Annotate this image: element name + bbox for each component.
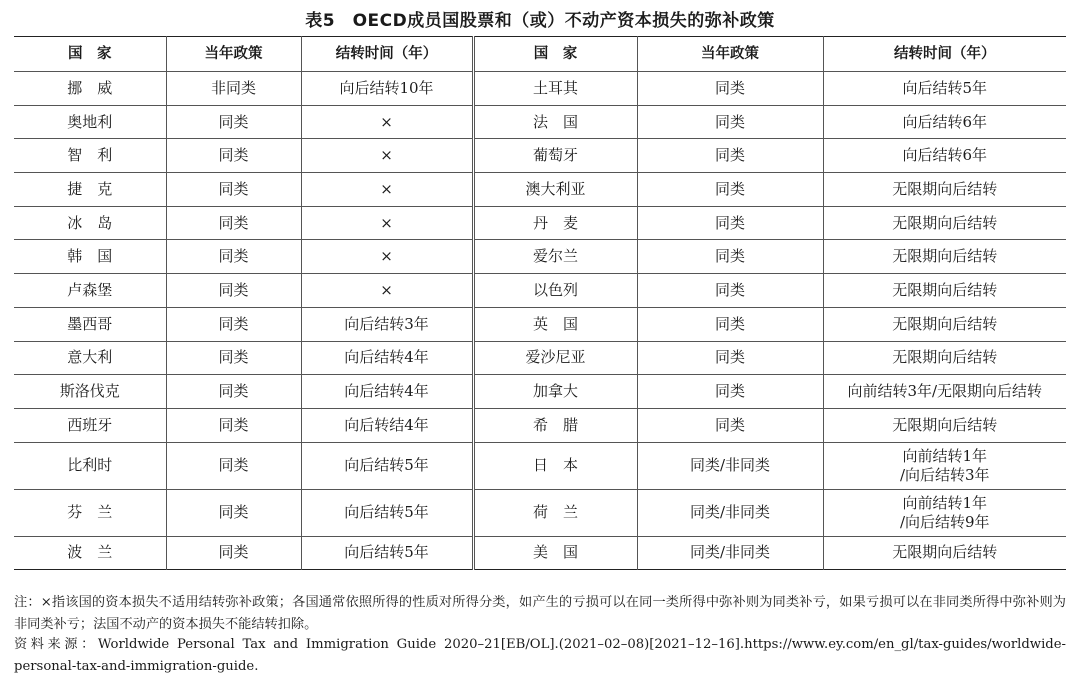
cell-country: 斯洛伐克 [14,375,166,409]
table-source: 资料来源：Worldwide Personal Tax and Immigration Guide 2020–21[EB/OL].(2021–02–08)[2021–12–16].https://www.ey.com/en_gl/tax-guides/worldwide-personal-tax-and-immigration-guide. [14,637,1066,674]
table-row [14,206,1066,240]
table-row [14,408,1066,442]
cell-current-policy: 同类 [637,105,823,139]
header-row [14,37,1066,72]
table-row [14,105,1066,139]
cell-carryover-period: 无限期向后结转 [823,408,1066,442]
cell-carryover-period: 向后结转5年 [301,442,473,489]
cell-carryover-period: × [301,240,473,274]
cell-country: 卢森堡 [14,274,166,308]
cell-carryover-period: 向后结转5年 [301,489,473,536]
table-row [14,536,1066,570]
cell-current-policy: 同类 [166,442,301,489]
cell-country: 波 兰 [14,536,166,570]
header-current-policy: 当年政策 [166,37,301,72]
cell-country: 挪 威 [14,72,166,106]
cell-country: 智 利 [14,139,166,173]
cell-current-policy: 同类 [166,375,301,409]
cell-country: 比利时 [14,442,166,489]
cell-country: 希 腊 [473,408,637,442]
cell-carryover-period: 向后结转5年 [823,72,1066,106]
cell-current-policy: 同类 [166,139,301,173]
cell-carryover-period: 向后转结4年 [301,408,473,442]
table-row [14,375,1066,409]
cell-country: 美 国 [473,536,637,570]
cell-carryover-period: 无限期向后结转 [823,274,1066,308]
cell-carryover-period: 向后结转6年 [823,139,1066,173]
cell-carryover-period: 向后结转6年 [823,105,1066,139]
cell-current-policy: 同类 [637,72,823,106]
cell-carryover-period: 无限期向后结转 [823,307,1066,341]
cell-carryover-period: 无限期向后结转 [823,206,1066,240]
cell-country: 澳大利亚 [473,173,637,207]
cell-country: 爱尔兰 [473,240,637,274]
cell-country: 韩 国 [14,240,166,274]
cell-current-policy: 同类 [166,536,301,570]
header-country: 国 家 [473,37,637,72]
cell-current-policy: 同类 [637,139,823,173]
cell-current-policy: 同类 [166,105,301,139]
cell-country: 爱沙尼亚 [473,341,637,375]
table-title: 表5 OECD成员国股票和（或）不动产资本损失的弥补政策 [305,11,775,31]
cell-country: 葡萄牙 [473,139,637,173]
cell-country: 日 本 [473,442,637,489]
cell-carryover-period: × [301,139,473,173]
cell-country: 西班牙 [14,408,166,442]
cell-carryover-period: 向后结转3年 [301,307,473,341]
cell-country: 意大利 [14,341,166,375]
table-row [14,489,1066,536]
table-row [14,72,1066,106]
cell-carryover-period: 向前结转1年 /向后结转9年 [823,489,1066,536]
table-row [14,139,1066,173]
header-current-policy: 当年政策 [637,37,823,72]
header-country: 国 家 [14,37,166,72]
cell-carryover-period: 无限期向后结转 [823,240,1066,274]
cell-current-policy: 同类 [637,240,823,274]
cell-current-policy: 同类/非同类 [637,442,823,489]
cell-carryover-period: × [301,173,473,207]
cell-current-policy: 非同类 [166,72,301,106]
cell-current-policy: 同类/非同类 [637,489,823,536]
table-row [14,442,1066,489]
table-row [14,240,1066,274]
cell-current-policy: 同类 [166,408,301,442]
cell-carryover-period: 向后结转5年 [301,536,473,570]
table-row [14,307,1066,341]
cell-current-policy: 同类 [166,240,301,274]
cell-country: 加拿大 [473,375,637,409]
cell-current-policy: 同类 [166,307,301,341]
cell-country: 英 国 [473,307,637,341]
cell-country: 荷 兰 [473,489,637,536]
cell-current-policy: 同类 [637,274,823,308]
table-row [14,341,1066,375]
cell-carryover-period: 向前结转1年 /向后结转3年 [823,442,1066,489]
cell-current-policy: 同类 [637,408,823,442]
loss-offset-policy-table [14,36,1066,570]
cell-current-policy: 同类 [637,206,823,240]
cell-carryover-period: 向后结转10年 [301,72,473,106]
cell-country: 冰 岛 [14,206,166,240]
cell-carryover-period: 向后结转4年 [301,375,473,409]
cell-carryover-period: 无限期向后结转 [823,173,1066,207]
cell-country: 墨西哥 [14,307,166,341]
cell-carryover-period: 无限期向后结转 [823,536,1066,570]
cell-carryover-period: × [301,274,473,308]
cell-carryover-period: × [301,206,473,240]
cell-country: 芬 兰 [14,489,166,536]
cell-carryover-period: × [301,105,473,139]
cell-country: 丹 麦 [473,206,637,240]
table-row [14,274,1066,308]
table-body [14,72,1066,570]
cell-country: 捷 克 [14,173,166,207]
cell-current-policy: 同类 [166,489,301,536]
cell-current-policy: 同类 [166,341,301,375]
cell-carryover-period: 向前结转3年/无限期向后结转 [823,375,1066,409]
cell-current-policy: 同类 [166,206,301,240]
table-row [14,173,1066,207]
cell-current-policy: 同类/非同类 [637,536,823,570]
cell-carryover-period: 向后结转4年 [301,341,473,375]
cell-current-policy: 同类 [637,375,823,409]
cell-country: 奥地利 [14,105,166,139]
table-note: 注：×指该国的资本损失不适用结转弥补政策；各国通常依照所得的性质对所得分类，如产生的亏损可以在同一类所得中弥补则为同类补亏，如果亏损可以在非同类所得中弥补则为非同类补亏；法国不动产的资本损失不能结转扣除。 [14,595,1066,632]
header-carryover-period: 结转时间（年） [301,37,473,72]
cell-current-policy: 同类 [637,307,823,341]
cell-country: 土耳其 [473,72,637,106]
cell-current-policy: 同类 [166,173,301,207]
cell-carryover-period: 无限期向后结转 [823,341,1066,375]
cell-current-policy: 同类 [637,173,823,207]
cell-country: 法 国 [473,105,637,139]
cell-current-policy: 同类 [637,341,823,375]
cell-current-policy: 同类 [166,274,301,308]
header-carryover-period: 结转时间（年） [823,37,1066,72]
cell-country: 以色列 [473,274,637,308]
